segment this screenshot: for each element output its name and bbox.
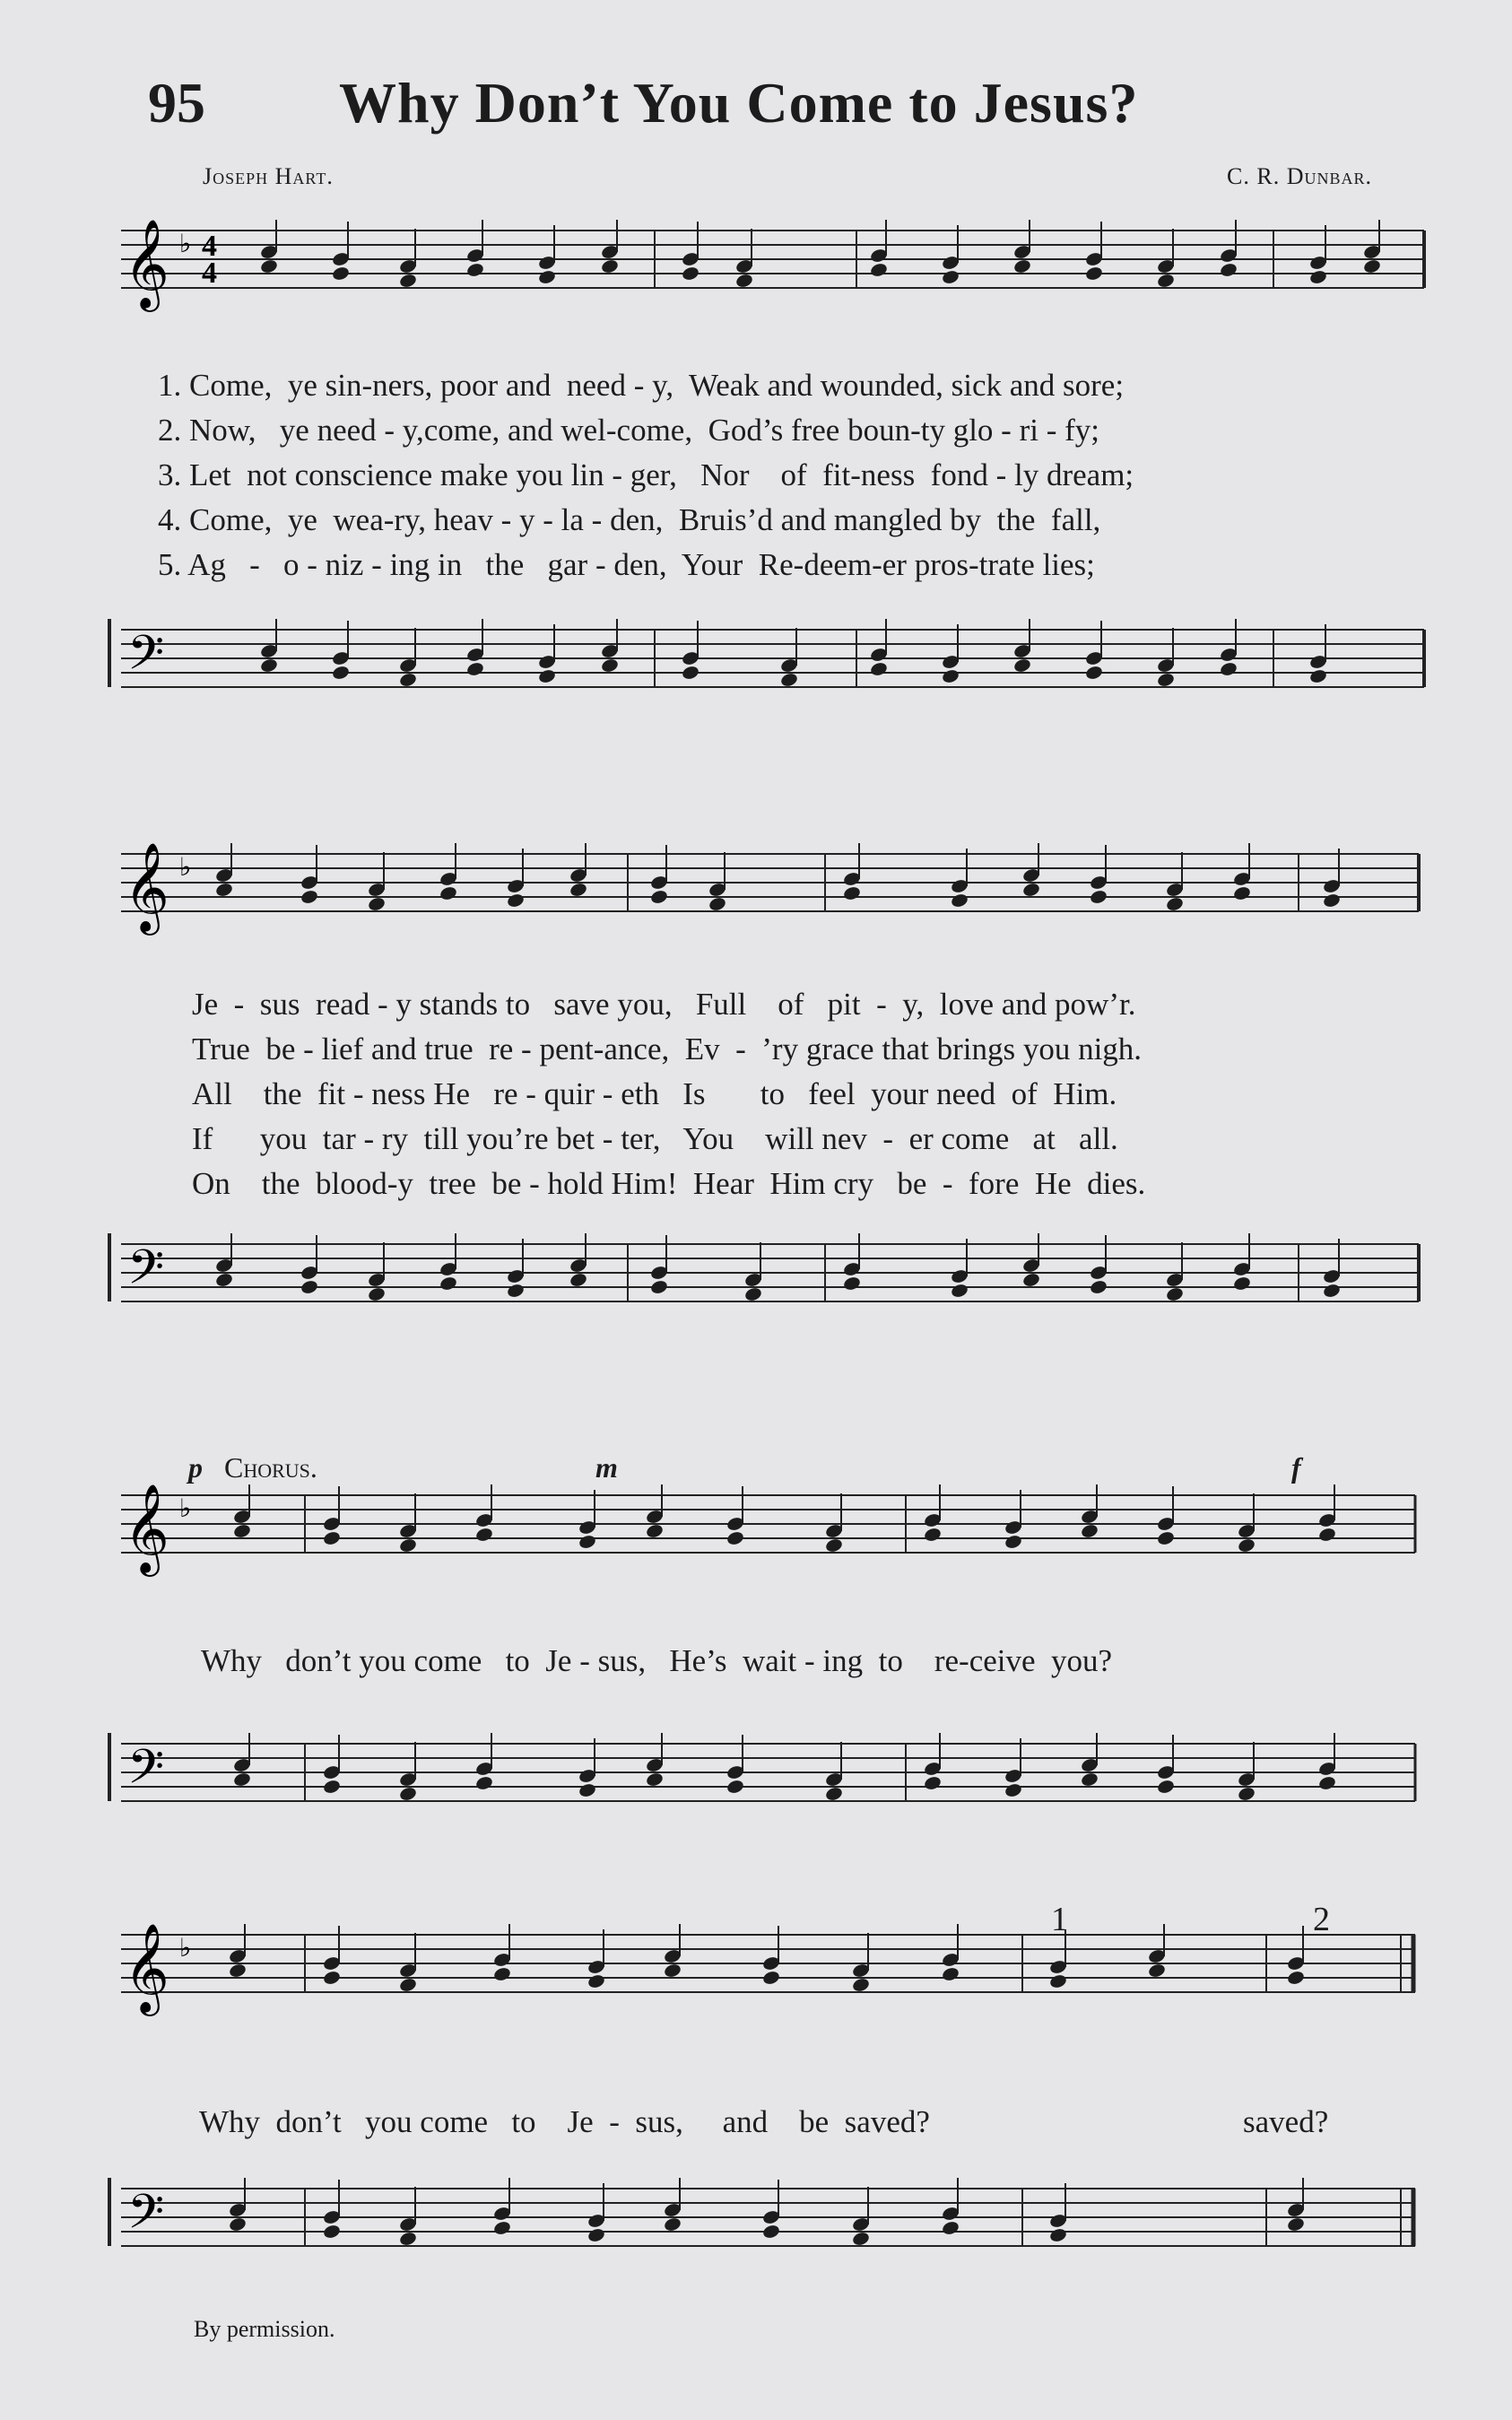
verse1-line-4: 4. Come, ye wea-ry, heav - y - la - den, Bruis’d and mangled by the fall, <box>158 502 1101 537</box>
note-head <box>537 269 556 285</box>
bass-staff-system-4 <box>0 2178 1512 2303</box>
note-head <box>681 665 700 681</box>
note-head <box>941 668 960 684</box>
note-head <box>869 262 888 278</box>
treble-staff-system-3 <box>0 1484 1512 1610</box>
chorus-line-2-second-ending: saved? <box>1243 2104 1329 2139</box>
note-head <box>842 1275 861 1292</box>
note-head <box>824 1537 843 1554</box>
verse2-line-1: Je - sus read - y stands to save you, Full of pit - y, love and pow’r. <box>192 987 1136 1022</box>
note-head <box>1156 273 1175 289</box>
note-head <box>869 661 888 677</box>
note-head <box>645 1771 664 1788</box>
permission-note: By permission. <box>194 2316 335 2342</box>
verse1-line-3: 3. Let not conscience make you lin - ger, Nor of fit-ness fond - ly dream; <box>158 457 1134 492</box>
note-head <box>1004 1534 1022 1550</box>
note-head <box>1165 896 1184 912</box>
volta-2: 2 <box>1313 1901 1330 1938</box>
note-head <box>300 889 318 905</box>
note-head <box>474 1527 493 1543</box>
note-head <box>537 668 556 684</box>
note-head <box>506 892 525 909</box>
note-head <box>439 885 457 901</box>
note-head <box>1084 665 1103 681</box>
note-head <box>1004 1782 1022 1798</box>
note-head <box>726 1779 744 1795</box>
note-head <box>1021 1272 1040 1288</box>
verse1-line-2: 2. Now, ye need - y,come, and wel-come, God’s free boun-ty glo - ri - fy; <box>158 413 1099 448</box>
note-head <box>322 1530 341 1546</box>
note-head <box>851 1977 870 1993</box>
note-head <box>600 258 619 274</box>
note-head <box>950 892 969 909</box>
note-head <box>474 1775 493 1791</box>
note-head <box>1219 262 1238 278</box>
note-head <box>587 1973 605 1989</box>
note-head <box>398 1537 417 1554</box>
note-head <box>398 2231 417 2247</box>
svg-text:𝄢: 𝄢 <box>127 626 165 692</box>
svg-text:♭: ♭ <box>179 1935 192 1963</box>
note-head <box>214 882 233 898</box>
note-head <box>761 1970 780 1986</box>
note-head <box>465 262 484 278</box>
note-head <box>1237 1786 1256 1802</box>
note-head <box>1012 657 1031 674</box>
dynamic-piano: p <box>188 1451 203 1484</box>
hymn-number: 95 <box>148 71 205 135</box>
note-head <box>649 1279 668 1295</box>
note-head <box>1165 1286 1184 1302</box>
note-head <box>1084 266 1103 282</box>
svg-text:♭: ♭ <box>179 854 192 882</box>
note-head <box>941 2220 960 2236</box>
treble-staff-system-4 <box>0 1924 1512 2050</box>
note-head <box>1286 1970 1305 1986</box>
verse1-line-1: 1. Come, ye sin-ners, poor and need - y, Weak and wounded, sick and sore; <box>158 368 1125 403</box>
note-head <box>1308 269 1327 285</box>
note-head <box>950 1283 969 1299</box>
note-head <box>439 1275 457 1292</box>
note-head <box>398 1977 417 1993</box>
verse2-line-3: All the fit - ness He re - quir - eth Is to feel your need of Him. <box>192 1076 1117 1111</box>
note-head <box>1237 1537 1256 1554</box>
note-head <box>1089 1279 1108 1295</box>
svg-text:𝄞: 𝄞 <box>124 843 169 932</box>
note-head <box>851 2231 870 2247</box>
note-head <box>1048 1973 1067 1989</box>
note-head <box>1308 668 1327 684</box>
note-head <box>824 1786 843 1802</box>
note-head <box>232 1523 251 1539</box>
svg-text:𝄢: 𝄢 <box>127 1240 165 1307</box>
note-head <box>1362 258 1381 274</box>
note-head <box>923 1775 942 1791</box>
svg-text:4: 4 <box>202 230 217 263</box>
note-head <box>1147 1963 1166 1979</box>
note-head <box>1080 1771 1099 1788</box>
note-head <box>1048 2227 1067 2243</box>
note-head <box>492 2220 511 2236</box>
note-head <box>1012 258 1031 274</box>
chorus-label: Chorus. <box>224 1451 317 1484</box>
verse2-line-5: On the blood-y tree be - hold Him! Hear Him cry be - fore He dies. <box>192 1166 1146 1201</box>
note-head <box>1021 882 1040 898</box>
svg-text:𝄞: 𝄞 <box>124 1484 169 1573</box>
note-head <box>367 896 386 912</box>
note-head <box>587 2227 605 2243</box>
note-head <box>1286 2216 1305 2233</box>
note-head <box>465 661 484 677</box>
note-head <box>398 672 417 688</box>
note-head <box>1317 1775 1336 1791</box>
dynamic-mezzo: m <box>595 1451 618 1484</box>
note-head <box>228 1963 247 1979</box>
note-head <box>569 1272 587 1288</box>
note-head <box>228 2216 247 2233</box>
note-head <box>923 1527 942 1543</box>
note-head <box>300 1279 318 1295</box>
note-head <box>1322 892 1341 909</box>
verse2-line-2: True be - lief and true re - pent-ance, Ev - ’ry grace that brings you nigh. <box>192 1032 1143 1066</box>
svg-text:4: 4 <box>202 257 217 290</box>
note-head <box>941 1966 960 1982</box>
note-head <box>779 672 798 688</box>
verse2-line-4: If you tar - ry till you’re bet - ter, You will nev - er come at all. <box>192 1121 1118 1156</box>
note-head <box>1322 1283 1341 1299</box>
note-head <box>492 1966 511 1982</box>
note-head <box>214 1272 233 1288</box>
note-head <box>506 1283 525 1299</box>
note-head <box>1089 889 1108 905</box>
note-head <box>322 1970 341 1986</box>
verse1-line-5: 5. Ag - o - niz - ing in the gar - den, Your Re-deem-er pros-trate lies; <box>158 547 1095 582</box>
note-head <box>743 1286 762 1302</box>
note-head <box>322 2224 341 2240</box>
note-head <box>600 657 619 674</box>
treble-staff-system-1 <box>0 220 1512 345</box>
svg-text:𝄞: 𝄞 <box>124 220 169 309</box>
chorus-line-1: Why don’t you come to Je - sus, He’s wait - ing to re-ceive you? <box>201 1643 1113 1678</box>
chorus-line-2: Why don’t you come to Je - sus, and be saved? <box>199 2104 930 2139</box>
svg-text:♭: ♭ <box>179 231 192 258</box>
note-head <box>761 2224 780 2240</box>
note-head <box>259 258 278 274</box>
note-head <box>367 1286 386 1302</box>
note-head <box>331 665 350 681</box>
note-head <box>322 1779 341 1795</box>
note-head <box>1219 661 1238 677</box>
svg-text:♭: ♭ <box>179 1495 192 1523</box>
svg-text:𝄢: 𝄢 <box>127 1740 165 1806</box>
note-head <box>398 1786 417 1802</box>
bass-staff-system-2 <box>0 1233 1512 1359</box>
hymn-title: Why Don’t You Come to Jesus? <box>339 71 1139 135</box>
note-head <box>1156 672 1175 688</box>
note-head <box>398 273 417 289</box>
note-head <box>1156 1779 1175 1795</box>
note-head <box>1317 1527 1336 1543</box>
lyricist: Joseph Hart. <box>203 163 334 189</box>
composer: C. R. Dunbar. <box>1227 163 1372 189</box>
bass-staff-system-1 <box>0 619 1512 744</box>
note-head <box>578 1534 596 1550</box>
note-head <box>1156 1530 1175 1546</box>
svg-text:𝄞: 𝄞 <box>124 1924 169 2013</box>
note-head <box>569 882 587 898</box>
dynamic-forte: f <box>1291 1451 1301 1484</box>
bass-staff-system-3 <box>0 1733 1512 1859</box>
volta-1: 1 <box>1051 1901 1068 1938</box>
note-head <box>941 269 960 285</box>
note-head <box>708 896 726 912</box>
note-head <box>649 889 668 905</box>
note-head <box>1232 1275 1251 1292</box>
note-head <box>232 1771 251 1788</box>
note-head <box>645 1523 664 1539</box>
note-head <box>842 885 861 901</box>
note-head <box>681 266 700 282</box>
note-head <box>1080 1523 1099 1539</box>
treble-staff-system-2 <box>0 843 1512 969</box>
note-head <box>1232 885 1251 901</box>
svg-text:𝄢: 𝄢 <box>127 2185 165 2251</box>
note-head <box>259 657 278 674</box>
note-head <box>663 1963 682 1979</box>
note-head <box>331 266 350 282</box>
note-head <box>726 1530 744 1546</box>
note-head <box>734 273 753 289</box>
note-head <box>578 1782 596 1798</box>
note-head <box>663 2216 682 2233</box>
